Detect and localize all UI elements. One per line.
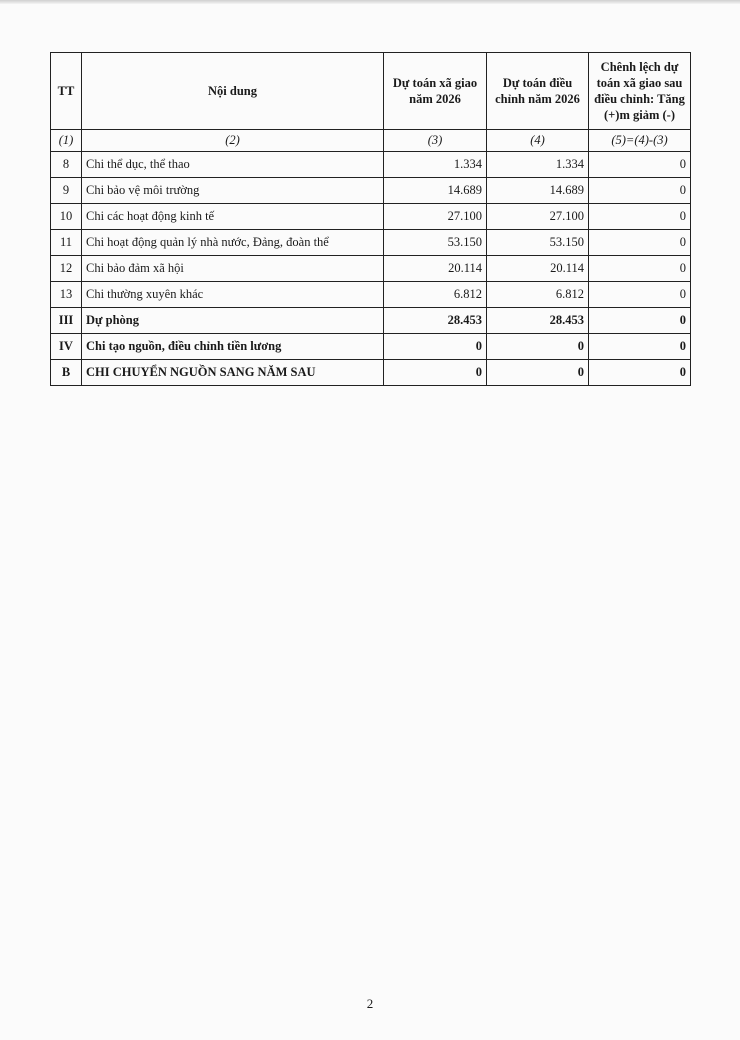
row-du-toan-giao: 28.453: [384, 308, 487, 334]
row-noi-dung: Chi tạo nguồn, điều chỉnh tiền lương: [82, 334, 384, 360]
row-tt: III: [51, 308, 82, 334]
row-du-toan-dieu-chinh: 53.150: [487, 230, 589, 256]
table-body: [51, 152, 691, 386]
column-number-row: [51, 130, 691, 152]
row-tt: 13: [51, 282, 82, 308]
row-chenh-lech: 0: [589, 282, 691, 308]
table-row: [51, 282, 691, 308]
column-number: (1): [51, 130, 82, 152]
table-header-row: [51, 53, 691, 130]
column-number: (3): [384, 130, 487, 152]
row-noi-dung: Chi thể dục, thể thao: [82, 152, 384, 178]
row-noi-dung: Dự phòng: [82, 308, 384, 334]
row-du-toan-giao: 53.150: [384, 230, 487, 256]
row-chenh-lech: 0: [589, 360, 691, 386]
row-tt: 8: [51, 152, 82, 178]
header-noi-dung: Nội dung: [82, 53, 384, 130]
budget-table: [50, 52, 691, 386]
column-number: (5)=(4)-(3): [589, 130, 691, 152]
header-chenh-lech: Chênh lệch dự toán xã giao sau điều chỉnh: Tăng (+)m giảm (-): [589, 53, 691, 130]
row-du-toan-dieu-chinh: 1.334: [487, 152, 589, 178]
row-chenh-lech: 0: [589, 230, 691, 256]
row-noi-dung: Chi hoạt động quản lý nhà nước, Đảng, đoàn thể: [82, 230, 384, 256]
row-du-toan-giao: 0: [384, 360, 487, 386]
row-du-toan-dieu-chinh: 6.812: [487, 282, 589, 308]
column-number: (4): [487, 130, 589, 152]
row-chenh-lech: 0: [589, 178, 691, 204]
row-du-toan-giao: 14.689: [384, 178, 487, 204]
row-chenh-lech: 0: [589, 308, 691, 334]
table-row: [51, 308, 691, 334]
row-chenh-lech: 0: [589, 152, 691, 178]
scan-edge: [0, 0, 740, 4]
header-tt: TT: [51, 53, 82, 130]
row-tt: IV: [51, 334, 82, 360]
row-du-toan-dieu-chinh: 0: [487, 334, 589, 360]
row-du-toan-giao: 1.334: [384, 152, 487, 178]
row-noi-dung: CHI CHUYỂN NGUỒN SANG NĂM SAU: [82, 360, 384, 386]
row-tt: 9: [51, 178, 82, 204]
column-number: (2): [82, 130, 384, 152]
row-noi-dung: Chi bảo đảm xã hội: [82, 256, 384, 282]
row-noi-dung: Chi các hoạt động kinh tế: [82, 204, 384, 230]
row-du-toan-giao: 27.100: [384, 204, 487, 230]
table-row: [51, 334, 691, 360]
row-chenh-lech: 0: [589, 204, 691, 230]
row-chenh-lech: 0: [589, 334, 691, 360]
row-tt: 12: [51, 256, 82, 282]
row-du-toan-dieu-chinh: 0: [487, 360, 589, 386]
row-du-toan-giao: 0: [384, 334, 487, 360]
row-du-toan-giao: 20.114: [384, 256, 487, 282]
table-row: [51, 256, 691, 282]
page-number: 2: [366, 996, 374, 1011]
row-du-toan-dieu-chinh: 27.100: [487, 204, 589, 230]
row-tt: 10: [51, 204, 82, 230]
table-row: [51, 152, 691, 178]
row-chenh-lech: 0: [589, 256, 691, 282]
row-du-toan-dieu-chinh: 14.689: [487, 178, 589, 204]
row-tt: 11: [51, 230, 82, 256]
table-row: [51, 360, 691, 386]
table-row: [51, 230, 691, 256]
row-noi-dung: Chi thường xuyên khác: [82, 282, 384, 308]
row-du-toan-dieu-chinh: 28.453: [487, 308, 589, 334]
row-tt: B: [51, 360, 82, 386]
row-du-toan-giao: 6.812: [384, 282, 487, 308]
row-noi-dung: Chi bảo vệ môi trường: [82, 178, 384, 204]
row-du-toan-dieu-chinh: 20.114: [487, 256, 589, 282]
table-row: [51, 178, 691, 204]
header-du-toan-giao: Dự toán xã giao năm 2026: [384, 53, 487, 130]
table-row: [51, 204, 691, 230]
header-du-toan-dieu-chinh: Dự toán điều chỉnh năm 2026: [487, 53, 589, 130]
